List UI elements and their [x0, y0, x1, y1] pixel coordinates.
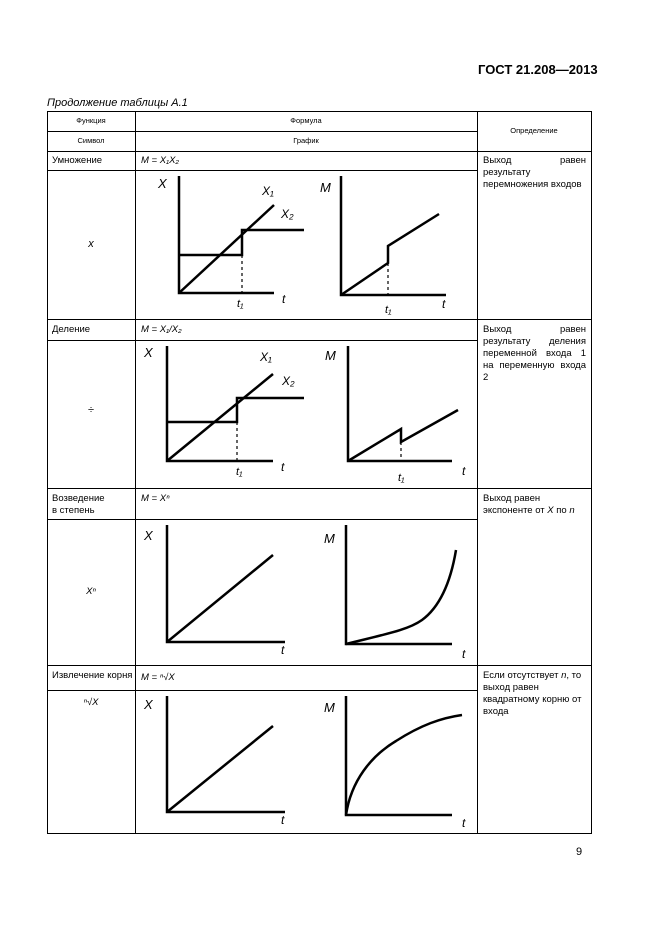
x1-label: X₁ [260, 350, 272, 364]
left-y-label: X [144, 697, 153, 712]
definition-power-part1: Выход равен экспоненте от [483, 493, 548, 516]
definition-root-part1: Если отсутствует [483, 670, 562, 681]
formula-power: M = Xⁿ [141, 493, 170, 504]
graph-power [136, 520, 477, 665]
x2-line [179, 230, 304, 255]
right-t-label: t [442, 297, 446, 311]
right-t-label: t [462, 647, 466, 661]
formula-division: M = X₁/X₂ [141, 324, 182, 335]
left-t-label: t [281, 460, 285, 474]
definition-root-part2: , то выход равен квадратному корню от входа [483, 670, 582, 717]
right-axes [346, 696, 452, 815]
x2-line [167, 398, 304, 422]
right-y-label: M [325, 348, 336, 363]
left-t-label: t [282, 292, 286, 306]
header-graph: График [293, 136, 319, 145]
header-function: Функция [76, 116, 106, 125]
function-root: Извлечение корня [52, 670, 133, 681]
definition-multiplication: Выход равен результату перемножения входов [483, 155, 586, 190]
root-curve [346, 715, 462, 815]
right-t-label: t [462, 816, 466, 830]
header-definition: Определение [510, 126, 558, 135]
left-t-label: t [281, 643, 285, 657]
right-axes [346, 525, 452, 644]
x2-label: X₂ [282, 374, 295, 388]
left-axes [167, 525, 285, 642]
left-y-label: X [158, 176, 167, 191]
definition-power [483, 493, 586, 517]
left-t1-label: t₁ [236, 466, 243, 478]
graph-division [136, 341, 477, 488]
graph-multiplication [136, 171, 477, 319]
right-y-label: M [324, 531, 335, 546]
left-t-label: t [281, 813, 285, 827]
left-y-label: X [144, 345, 153, 360]
definition-power-var2: n [569, 505, 575, 516]
symbol-division: ÷ [87, 404, 95, 416]
definition-power-var1: X [547, 505, 554, 516]
left-t1-label: t₁ [237, 298, 244, 310]
left-y-label: X [144, 528, 153, 543]
symbol-multiplication: x [88, 238, 94, 250]
formula-multiplication: M = X₁X₂ [141, 155, 180, 166]
symbol-power: Xⁿ [86, 586, 96, 597]
right-t1-label: t₁ [398, 472, 405, 484]
x1-line [179, 205, 274, 293]
m-line [341, 214, 439, 295]
function-multiplication: Умножение [52, 155, 103, 166]
linear-line [167, 726, 273, 812]
x2-label: X₂ [281, 207, 294, 221]
definition-root [483, 670, 586, 718]
definition-power-part2: по [553, 505, 570, 516]
left-axes [167, 696, 285, 812]
definition-root-var: n [561, 670, 567, 681]
header-symbol: Символ [77, 136, 105, 145]
right-y-label: M [324, 700, 335, 715]
right-y-label: M [320, 180, 331, 195]
x1-label: X₁ [262, 184, 274, 198]
function-power-line1: Возведение [52, 493, 105, 504]
linear-line [167, 555, 273, 642]
definition-division: Выход равен результату деления переменной входа 1 на переменную входа 2 [483, 324, 586, 383]
m-line [348, 410, 458, 461]
symbol-root: ⁿ√X [83, 697, 99, 708]
power-curve [346, 550, 456, 644]
table-caption: Продолжение таблицы А.1 [47, 97, 188, 109]
page-number: 9 [576, 846, 583, 858]
left-axes [179, 176, 274, 293]
left-axes [167, 346, 273, 461]
document-id: ГОСТ 21.208—2013 [478, 62, 598, 77]
right-axes [341, 176, 446, 295]
x1-line [167, 374, 273, 461]
right-t1-label: t₁ [385, 304, 392, 316]
header-formula: Формула [290, 116, 322, 125]
formula-root: M = ⁿ√X [141, 672, 175, 683]
function-power-line2: в степень [52, 505, 95, 516]
function-power [52, 493, 105, 517]
right-t-label: t [462, 464, 466, 478]
function-division: Деление [52, 324, 91, 335]
graph-root [136, 691, 477, 833]
